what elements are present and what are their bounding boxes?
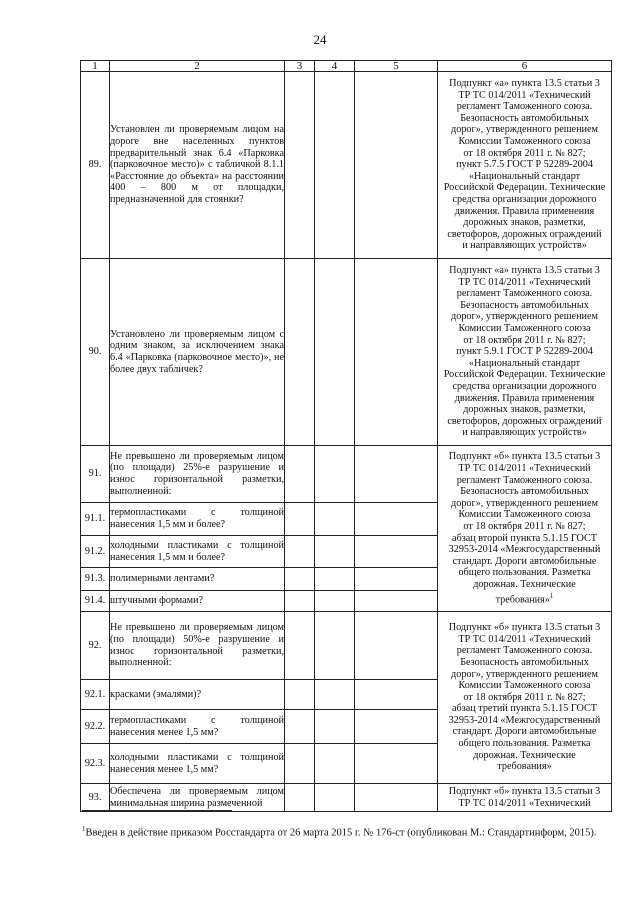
legal-reference-text: Подпункт «б» пункта 13.5 статьи 3 ТР ТС 014/2011 «Технический регламент Таможенного союза. Безопасность автомобильных дорог», утвержденного решением Комиссии Таможенного союза от 18 октября 2011 г. № 827; абзац второй пункта 5.1.15 ГОСТ 32953-2014 «Межгосударственный стандарт. Дороги автомобильные общего пользования. Разметка дорожная. Технические требования» <box>448 451 601 605</box>
row-number: 92.2. <box>81 710 110 744</box>
answer-cell <box>285 72 315 259</box>
answer-cell <box>355 710 438 744</box>
answer-cell <box>355 446 438 503</box>
footnote-marker: 1 <box>549 591 554 600</box>
row-number: 90. <box>81 259 110 446</box>
answer-cell <box>285 568 315 591</box>
col-header-6: 6 <box>438 61 612 72</box>
requirement-text: холодными пластиками с толщиной нанесения 1,5 мм и более? <box>110 536 285 568</box>
requirement-text: штучными формами? <box>110 591 285 612</box>
col-header-1: 1 <box>81 61 110 72</box>
col-header-3: 3 <box>285 61 315 72</box>
table-row <box>81 784 612 812</box>
answer-cell <box>315 259 355 446</box>
requirement-text: Обеспечена ли проверяемым лицом минимальная ширина размеченной <box>110 784 285 812</box>
page-number: 24 <box>313 32 327 47</box>
row-number: 92.3. <box>81 744 110 784</box>
row-number: 91.4. <box>81 591 110 612</box>
row-number: 93. <box>81 784 110 812</box>
answer-cell <box>315 591 355 612</box>
row-number: 91.2. <box>81 536 110 568</box>
row-number: 91.3. <box>81 568 110 591</box>
legal-reference: Подпункт «а» пункта 13.5 статьи 3 ТР ТС 014/2011 «Технический регламент Таможенного союза. Безопасность автомобильных дорог», утвержденного решением Комиссии Таможенного союза от 18 октября 2011 г. № 827; пункт 5.9.1 ГОСТ Р 52289-2004 «Национальный стандарт Российской Федерации. Технические средства организации дорожного движения. Правила применения дорожных знаков, разметки, светофоров, дорожных ограждений и направляющих устройств» <box>438 259 612 446</box>
answer-cell <box>285 536 315 568</box>
answer-cell <box>355 568 438 591</box>
answer-cell <box>355 72 438 259</box>
requirement-text: Установлено ли проверяемым лицом с одним знаком, за исключением знака 6.4 «Парковка (парковочное место)», не более двух табличек? <box>110 259 285 446</box>
answer-cell <box>355 503 438 536</box>
col-header-5: 5 <box>355 61 438 72</box>
legal-reference: Подпункт «а» пункта 13.5 статьи 3 ТР ТС 014/2011 «Технический регламент Таможенного союза. Безопасность автомобильных дорог», утвержденного решением Комиссии Таможенного союза от 18 октября 2011 г. № 827; пункт 5.7.5 ГОСТ Р 52289-2004 «Национальный стандарт Российской Федерации. Технические средства организации дорожного движения. Правила применения дорожных знаков, разметки, светофоров, дорожных ограждений и направляющих устройств» <box>438 72 612 259</box>
answer-cell <box>315 72 355 259</box>
legal-reference: Подпункт «б» пункта 13.5 статьи 3 ТР ТС 014/2011 «Технический <box>438 784 612 812</box>
answer-cell <box>315 568 355 591</box>
answer-cell <box>285 680 315 710</box>
row-number: 92. <box>81 612 110 680</box>
row-number: 92.1. <box>81 680 110 710</box>
answer-cell <box>285 446 315 503</box>
answer-cell <box>285 710 315 744</box>
requirement-text: термопластиками с толщиной нанесения 1,5 мм и более? <box>110 503 285 536</box>
answer-cell <box>285 744 315 784</box>
requirement-text: термопластиками с толщиной нанесения менее 1,5 мм? <box>110 710 285 744</box>
answer-cell <box>355 259 438 446</box>
answer-cell <box>315 744 355 784</box>
answer-cell <box>285 784 315 812</box>
table-row <box>81 72 612 259</box>
answer-cell <box>315 710 355 744</box>
answer-cell <box>285 259 315 446</box>
col-header-2: 2 <box>110 61 285 72</box>
answer-cell <box>355 784 438 812</box>
answer-cell <box>315 680 355 710</box>
inspection-table <box>80 60 612 812</box>
answer-cell <box>315 536 355 568</box>
requirement-text: холодными пластиками с толщиной нанесения менее 1,5 мм? <box>110 744 285 784</box>
answer-cell <box>355 744 438 784</box>
requirement-text: Не превышено ли проверяемым лицом (по площади) 25%-е разрушение и износ горизонтальной разметки, выполненной: <box>110 446 285 503</box>
table-row <box>81 612 612 680</box>
answer-cell <box>355 612 438 680</box>
footnote <box>82 823 612 840</box>
answer-cell <box>355 680 438 710</box>
answer-cell <box>315 446 355 503</box>
requirement-text: Установлен ли проверяемым лицом на дороге вне населенных пунктов предварительный знак 6.4 «Парковка (парковочное место)» с табличкой 8.1.1 «Расстояние до объекта» на расстоянии 400 – 800 м от площадки, предназначенной для стоянки? <box>110 72 285 259</box>
row-number: 89. <box>81 72 110 259</box>
answer-cell <box>315 784 355 812</box>
footnote-separator <box>82 810 232 811</box>
answer-cell <box>315 503 355 536</box>
answer-cell <box>285 591 315 612</box>
answer-cell <box>285 503 315 536</box>
col-header-4: 4 <box>315 61 355 72</box>
row-number: 91. <box>81 446 110 503</box>
table-row <box>81 259 612 446</box>
answer-cell <box>285 612 315 680</box>
answer-cell <box>315 612 355 680</box>
legal-reference <box>438 446 612 612</box>
answer-cell <box>355 536 438 568</box>
header-row <box>81 61 612 72</box>
legal-reference: Подпункт «б» пункта 13.5 статьи 3 ТР ТС 014/2011 «Технический регламент Таможенного союза. Безопасность автомобильных дорог», утвержденного решением Комиссии Таможенного союза от 18 октября 2011 г. № 827; абзац третий пункта 5.1.15 ГОСТ 32953-2014 «Межгосударственный стандарт. Дороги автомобильные общего пользования. Разметка дорожная. Технические требования» <box>438 612 612 784</box>
table-row <box>81 446 612 503</box>
footnote-text: Введен в действие приказом Росстандарта от 26 марта 2015 г. № 176-ст (опубликован М.: Стандартинформ, 2015). <box>85 827 597 839</box>
footnote-number: 1 <box>82 825 86 833</box>
requirement-text: полимерными лентами? <box>110 568 285 591</box>
requirement-text: красками (эмалями)? <box>110 680 285 710</box>
row-number: 91.1. <box>81 503 110 536</box>
answer-cell <box>355 591 438 612</box>
requirement-text: Не превышено ли проверяемым лицом (по площади) 50%-е разрушение и износ горизонтальной разметки, выполненной: <box>110 612 285 680</box>
